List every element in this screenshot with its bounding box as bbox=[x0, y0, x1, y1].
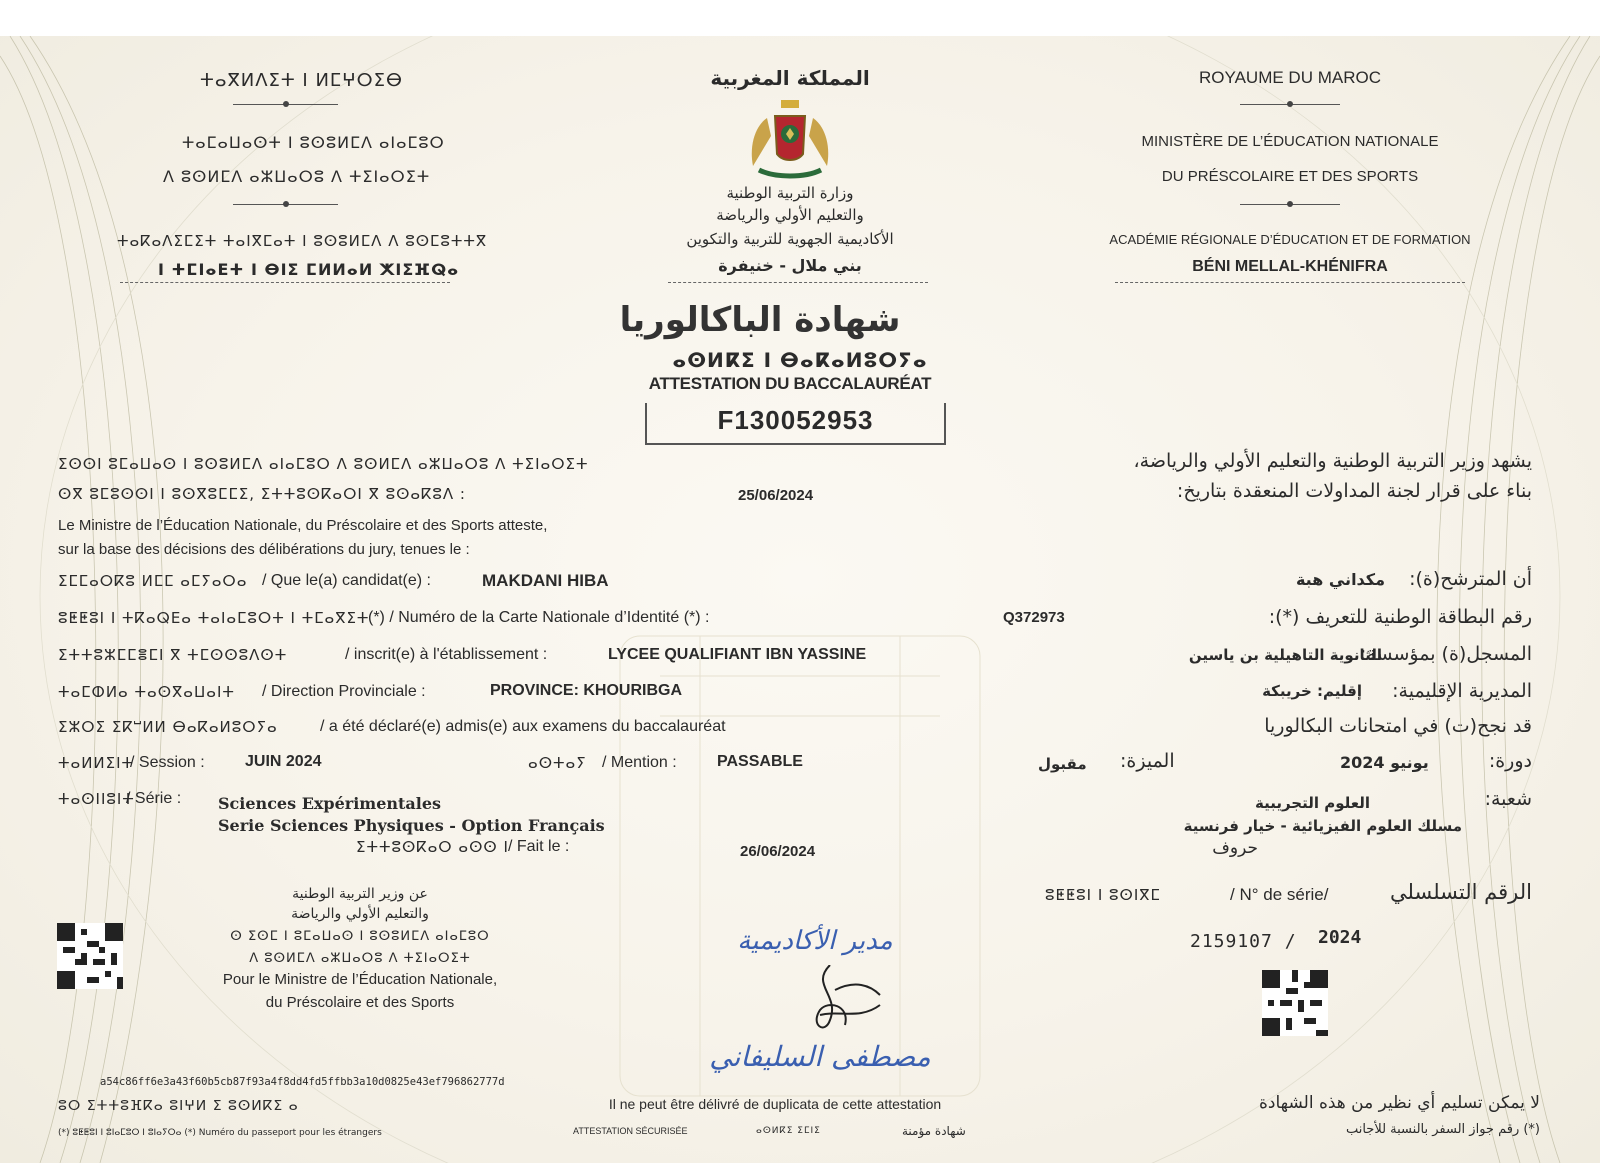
intro-ar-1: يشهد وزير التربية الوطنية والتعليم الأولي والرياضة، bbox=[1133, 450, 1532, 472]
fr-ministry-2: DU PRÉSCOLAIRE ET DES SPORTS bbox=[1161, 168, 1419, 185]
for-minister-ar-2: والتعليم الأولي والرياضة bbox=[291, 906, 429, 922]
mention-label-tf: ⴰⵙⵜⴰⵢ bbox=[528, 754, 587, 772]
mention-label-ar: الميزة: bbox=[1120, 750, 1175, 772]
cin-label-fr: (*) / Numéro de la Carte Nationale d’Identité (*) : bbox=[368, 609, 710, 626]
footer-passport-note-tf: (*) ⵓⵟⵟⵓⵏ ⵏ ⵓⵏⴰⵎⵓⵔ ⵏ ⵓⵏⴰⵢⵔⴰ (*) Numéro du passeport pour les étrangers bbox=[58, 1128, 382, 1138]
cin-number: Q372973 bbox=[1003, 609, 1065, 626]
royal-emblem-icon bbox=[745, 96, 835, 180]
serial-label-fr: / N° de série/ bbox=[1230, 885, 1329, 904]
fait-label-fr: / Fait le : bbox=[508, 838, 570, 855]
qr-code-icon bbox=[1262, 970, 1328, 1036]
direction-label-fr: / Direction Provinciale : bbox=[262, 683, 426, 700]
admitted-label-tf: ⵉⵣⵔⵉ ⵉⴽⵯⵍⵍ ⴱⴰⴽⴰⵍⵓⵔⵢⴰ bbox=[58, 718, 278, 736]
dashed-rule bbox=[120, 282, 450, 283]
tf-ministry-1: ⵜⴰⵎⴰⵡⴰⵙⵜ ⵏ ⵓⵙⵓⵍⵎⴷ ⴰⵏⴰⵎⵓⵔ bbox=[182, 133, 445, 152]
mention-label-fr: / Mention : bbox=[602, 754, 677, 771]
tf-ministry-2: ⴷ ⵓⵙⵍⵎⴷ ⴰⵣⵡⴰⵔⵓ ⴷ ⵜⵉⵏⴰⵔⵉⵜ bbox=[163, 167, 431, 186]
director-name-handwritten: مصطفى السليفاني bbox=[709, 1040, 931, 1073]
title-fr: ATTESTATION DU BACCALAURÉAT bbox=[648, 374, 932, 393]
fr-kingdom: ROYAUME DU MAROC bbox=[1199, 68, 1381, 87]
serial-label-ar: الرقم التسلسلي bbox=[1390, 880, 1532, 904]
footer-notice-tf: ⵓⵔ ⵉⵜⵜⵓⴼⴽⴰ ⵓⵏⵖⵍ ⵉ ⵓⵙⵍⴽⵉ ⴰ bbox=[58, 1098, 299, 1114]
scan-margin bbox=[0, 0, 1600, 36]
for-minister-tf-1: ⵙ ⵉⵙⵎ ⵏ ⵓⵎⴰⵡⴰⵙ ⵏ ⵓⵙⵓⵍⵎⴷ ⴰⵏⴰⵎⵓⵔ bbox=[230, 929, 490, 944]
footer-passport-note-ar: (*) رقم جواز السفر بالنسبة للأجانب bbox=[1345, 1122, 1540, 1137]
attestation-number: F130052953 bbox=[717, 405, 874, 435]
intro-fr-2: sur la base des décisions des délibérations du jury, tenues le : bbox=[58, 541, 470, 558]
session-label-ar: دورة: bbox=[1488, 750, 1532, 772]
separator bbox=[1240, 204, 1340, 205]
candidate-label-ar: أن المترشح(ة): bbox=[1409, 568, 1532, 590]
serial-label-tf: ⵓⵟⵟⵓⵏ ⵏ ⵓⵙⵏⴳⵎ bbox=[1045, 886, 1161, 904]
serie-label-ar: شعبة: bbox=[1484, 788, 1532, 810]
serie-value-ar-3: حروف bbox=[1212, 838, 1258, 858]
admitted-label-fr: / a été déclaré(e) admis(e) aux examens du baccalauréat bbox=[320, 718, 726, 735]
candidate-name: MAKDANI HIBA bbox=[482, 571, 609, 590]
ar-academy: الأكاديمية الجهوية للتربية والتكوين bbox=[686, 230, 894, 248]
intro-fr-1: Le Ministre de l’Éducation Nationale, du Préscolaire et des Sports atteste, bbox=[58, 517, 548, 534]
ar-ministry-1: وزارة التربية الوطنية bbox=[726, 184, 854, 202]
dashed-rule bbox=[1115, 282, 1465, 283]
cin-label-tf: ⵓⵟⵟⵓⵏ ⵏ ⵜⴽⴰⵕⴹⴰ ⵜⴰⵏⴰⵎⵓⵔⵜ ⵏ ⵜⵎⴰⴳⵉⵜ bbox=[58, 609, 370, 627]
direction-label-ar: المديرية الإقليمية: bbox=[1392, 680, 1532, 702]
fr-region: BÉNI MELLAL-KHÉNIFRA bbox=[1192, 258, 1388, 275]
director-title-handwritten: مدير الأكاديمية bbox=[737, 926, 893, 956]
secure-label-tf: ⴰⵙⵍⴽⵉ ⵉⵎⵏⵉ bbox=[756, 1126, 821, 1136]
intro-tf-1: ⵉⵙⵙⵏ ⵓⵎⴰⵡⴰⵙ ⵏ ⵓⵙⵓⵍⵎⴷ ⴰⵏⴰⵎⵓⵔ ⴷ ⵓⵙⵍⵎⴷ ⴰⵣⵡⴰⵔⵓ ⴷ ⵜⵉⵏⴰⵔⵉⵜ bbox=[58, 455, 589, 473]
title-tifinagh: ⴰⵙⵍⴽⵉ ⵏ ⴱⴰⴽⴰⵍⵓⵔⵢⴰ bbox=[672, 348, 928, 372]
serie-value-1: Sciences Expérimentales bbox=[218, 794, 442, 813]
session-label-fr: / Session : bbox=[130, 754, 205, 771]
direction-label-tf: ⵜⴰⵎⵀⵍⴰ ⵜⴰⵙⴳⴰⵡⴰⵏⵜ bbox=[58, 683, 235, 701]
for-minister-ar-1: عن وزير التربية الوطنية bbox=[292, 886, 428, 902]
direction-name: PROVINCE: KHOURIBGA bbox=[490, 682, 683, 699]
deliberation-date: 25/06/2024 bbox=[738, 487, 814, 504]
school-name-ar: الثانوية التاهيلية بن ياسين bbox=[1188, 646, 1382, 664]
session-value-ar: يونيو 2024 bbox=[1340, 753, 1429, 772]
serial-number: 2159107 / bbox=[1190, 931, 1297, 952]
signature-scribble bbox=[770, 965, 910, 1045]
tf-academy: ⵜⴰⴽⴰⴷⵉⵎⵉⵜ ⵜⴰⵏⴳⵎⴰⵜ ⵏ ⵓⵙⵓⵍⵎⴷ ⴷ ⵓⵙⵎⵓⵜⵜⴳ bbox=[117, 232, 488, 250]
for-minister-fr-2: du Préscolaire et des Sports bbox=[265, 994, 455, 1011]
admitted-label-ar: قد نجح(ت) في امتحانات البكالوريا bbox=[1264, 715, 1532, 737]
serie-value-ar-1: العلوم التجريبية bbox=[1255, 794, 1370, 812]
for-minister-tf-2: ⴷ ⵓⵙⵍⵎⴷ ⴰⵣⵡⴰⵔⵓ ⴷ ⵜⵉⵏⴰⵔⵉⵜ bbox=[249, 951, 471, 966]
session-value: JUIN 2024 bbox=[245, 753, 322, 770]
fr-academy: ACADÉMIE RÉGIONALE D’ÉDUCATION ET DE FORMATION bbox=[1109, 232, 1471, 247]
fr-ministry-1: MINISTÈRE DE L’ÉDUCATION NATIONALE bbox=[1141, 133, 1439, 150]
tf-region: ⵏ ⵜⵎⵏⴰⴹⵜ ⵏ ⴱⵏⵉ ⵎⵍⵍⴰⵍ ⵅⵏⵉⴼⵕⴰ bbox=[158, 260, 460, 279]
separator bbox=[233, 104, 338, 105]
serie-value-2: Serie Sciences Physiques - Option Français bbox=[218, 816, 605, 835]
ar-region: بني ملال - خنيفرة bbox=[718, 256, 862, 275]
secure-label-fr: ATTESTATION SÉCURISÉE bbox=[573, 1126, 688, 1136]
secure-label-ar: شهادة مؤمنة bbox=[902, 1124, 966, 1138]
school-name: LYCEE QUALIFIANT IBN YASSINE bbox=[608, 646, 867, 663]
verification-hash: a54c86ff6e3a43f60b5cb87f93a4f8dd4fd5ffbb3a10d0825e43ef796862777d bbox=[100, 1076, 505, 1088]
candidate-name-ar: مكداني هبة bbox=[1295, 570, 1385, 589]
ar-ministry-2: والتعليم الأولي والرياضة bbox=[716, 206, 864, 224]
candidate-label-fr: / Que le(a) candidat(e) : bbox=[262, 572, 431, 589]
footer-notice-fr: Il ne peut être délivré de duplicata de cette attestation bbox=[608, 1096, 942, 1112]
serial-year: 2024 bbox=[1318, 927, 1362, 948]
session-label-tf: ⵜⴰⵍⵍⵉⵏⵜ bbox=[58, 754, 135, 772]
fait-label-tf: ⵉⵜⵜⵓⵙⴽⴰⵔ ⴰⵙⵙ ⵏ bbox=[356, 838, 509, 856]
title-ar: شهادة الباكالوريا bbox=[619, 300, 901, 340]
intro-ar-2: بناء على قرار لجنة المداولات المنعقدة بتاريخ: bbox=[1176, 480, 1532, 502]
school-label-tf: ⵉⵜⵜⵓⵣⵎⵎⴻⵎⵏ ⴳ ⵜⵎⵙⵙⵓⴷⵙⵜ bbox=[58, 646, 288, 664]
separator bbox=[233, 204, 338, 205]
school-label-fr: / inscrit(e) à l'établissement : bbox=[345, 646, 548, 663]
qr-code-icon bbox=[57, 923, 123, 989]
serie-label-tf: ⵜⴰⵙⵏⵏⵓⵏⵜ bbox=[58, 790, 135, 808]
direction-name-ar: إقليم: خريبكة bbox=[1262, 682, 1362, 700]
cin-label-ar: رقم البطاقة الوطنية للتعريف (*): bbox=[1268, 606, 1532, 628]
school-label-ar: المسجل(ة) بمؤسسة: bbox=[1359, 643, 1532, 665]
tf-kingdom: ⵜⴰⴳⵍⴷⵉⵜ ⵏ ⵍⵎⵖⵔⵉⴱ bbox=[200, 70, 403, 91]
separator bbox=[1240, 104, 1340, 105]
fait-date: 26/06/2024 bbox=[740, 843, 816, 860]
candidate-label-tf: ⵉⵎⵎⴰⵔⴽⵓ ⵍⵎⵎ ⴰⵎⵢⴰⵔⴰ bbox=[58, 572, 248, 590]
dashed-rule bbox=[668, 282, 928, 283]
footer-notice-ar: لا يمكن تسليم أي نظير من هذه الشهادة bbox=[1259, 1093, 1540, 1113]
for-minister-fr-1: Pour le Ministre de l’Éducation Nationale, bbox=[222, 971, 498, 988]
intro-tf-2: ⵙⴳ ⵓⵎⵓⵙⵙⵏ ⵏ ⵓⵙⴳⵓⵎⵎⵉ, ⵉⵜⵜⵓⵙⴽⴰⵔⵏ ⴳ ⵓⵙⴰⴽⵓⴷ : bbox=[58, 485, 466, 503]
serie-value-ar-2: مسلك العلوم الفيزيائية - خيار فرنسية bbox=[1183, 817, 1462, 835]
serie-label-fr: / Série : bbox=[126, 790, 182, 807]
ar-kingdom: المملكة المغربية bbox=[710, 66, 870, 90]
mention-value: PASSABLE bbox=[717, 753, 803, 770]
mention-value-ar: مقبول bbox=[1038, 755, 1087, 773]
